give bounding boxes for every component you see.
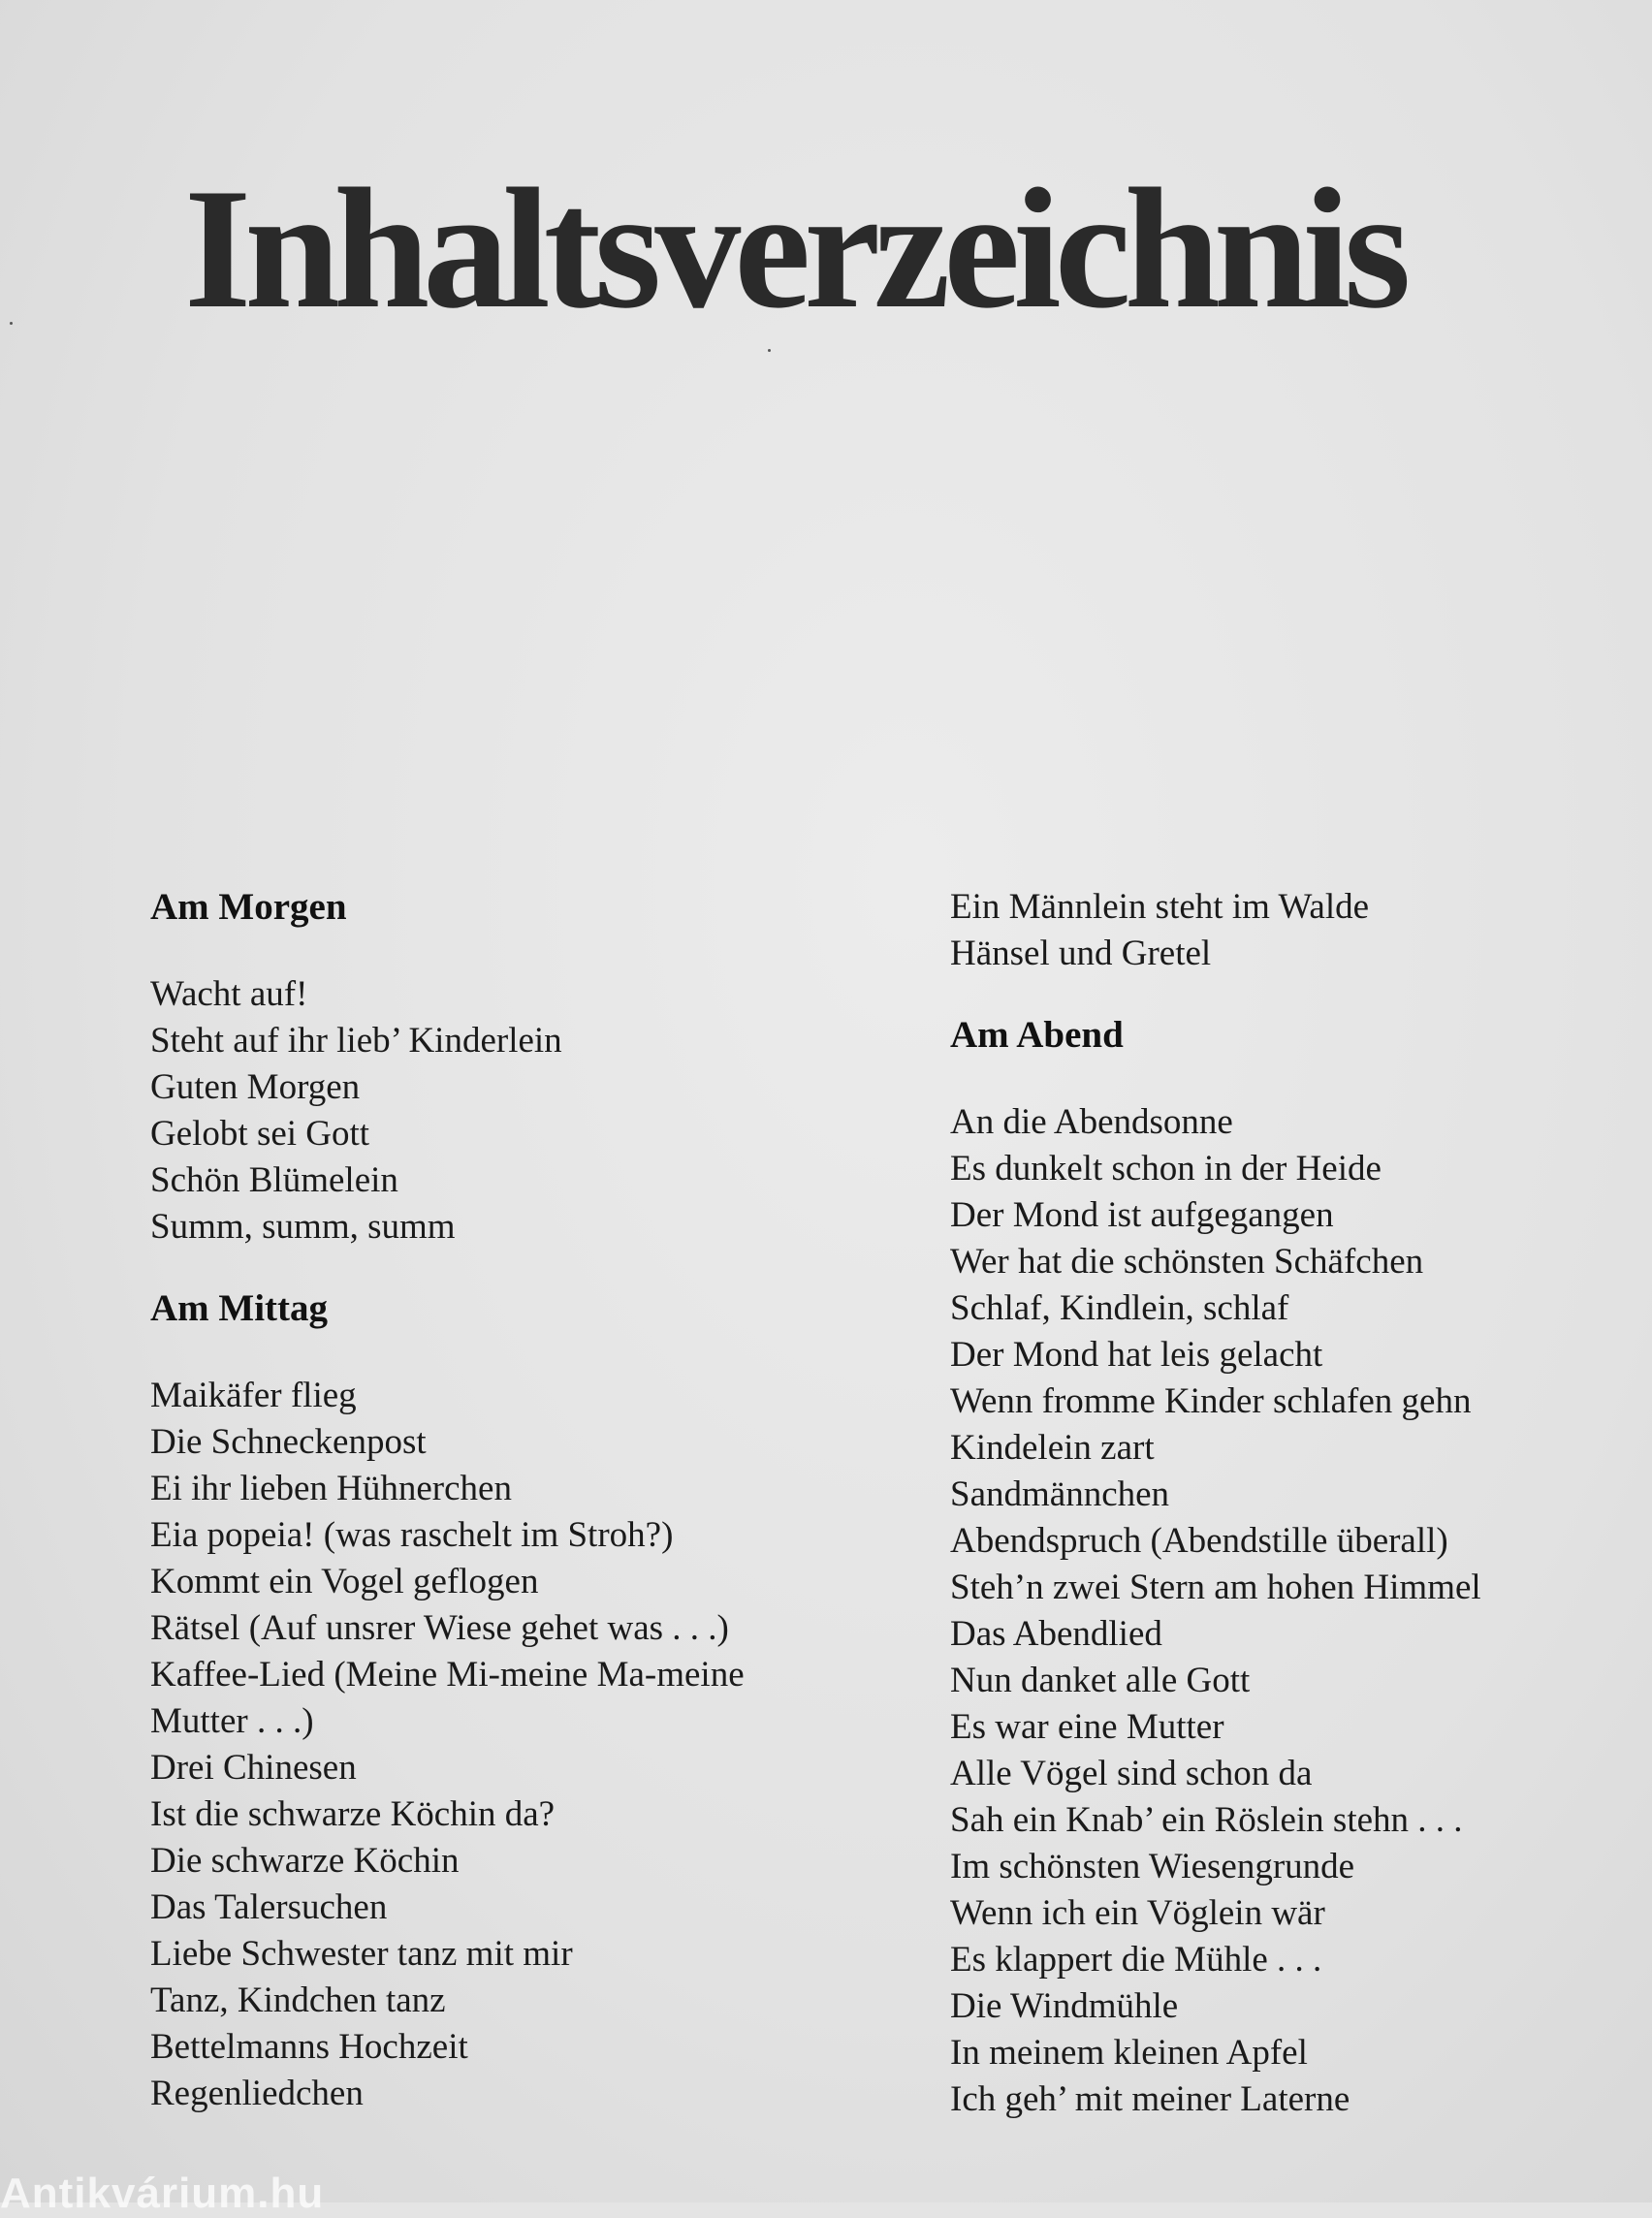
toc-entry: Wer hat die schönsten Schäfchen: [950, 1242, 1424, 1282]
toc-entry: Ist die schwarze Köchin da?: [150, 1794, 556, 1834]
toc-entry: Kaffee-Lied (Meine Mi-meine Ma-meine: [150, 1655, 745, 1695]
toc-entry: Es dunkelt schon in der Heide: [950, 1149, 1382, 1188]
toc-entry: Abendspruch (Abendstille überall): [950, 1521, 1448, 1561]
entry-list: [150, 971, 887, 1251]
toc-entry: Kommt ein Vogel geflogen: [150, 1562, 539, 1601]
toc-entry: Steh’n zwei Stern am hohen Himmel: [950, 1568, 1481, 1607]
toc-entry: Kindelein zart: [950, 1428, 1155, 1468]
toc-entry: Rätsel (Auf unsrer Wiese gehet was . . .): [150, 1608, 729, 1648]
page-title: Inhaltsverzeichnis: [184, 152, 1405, 345]
toc-entry: Sah ein Knab’ ein Röslein stehn . . .: [950, 1800, 1463, 1840]
section-heading: Am Morgen: [150, 886, 347, 928]
toc-entry: An die Abendsonne: [950, 1102, 1233, 1142]
toc-entry: Maikäfer flieg: [150, 1376, 357, 1415]
toc-entry: Ich geh’ mit meiner Laterne: [950, 2079, 1350, 2119]
toc-entry: Regenliedchen: [150, 2074, 364, 2113]
toc-left-column: [150, 884, 887, 2152]
continued-entry-list: [950, 884, 1629, 977]
toc-section-am-morgen: [150, 884, 887, 1251]
toc-right-column: [950, 884, 1629, 2158]
toc-entry: Gelobt sei Gott: [150, 1114, 370, 1154]
toc-entry: Wenn fromme Kinder schlafen gehn: [950, 1381, 1472, 1421]
toc-entry: Drei Chinesen: [150, 1748, 357, 1788]
toc-entry: Steht auf ihr lieb’ Kinderlein: [150, 1021, 562, 1061]
watermark-text: Antikvárium.hu: [0, 2170, 325, 2217]
toc-entry: Das Talersuchen: [150, 1887, 388, 1927]
paper-speck: [768, 349, 771, 352]
toc-entry: Schlaf, Kindlein, schlaf: [950, 1288, 1289, 1328]
toc-entry: Wacht auf!: [150, 974, 308, 1014]
toc-entry: Summ, summ, summ: [150, 1207, 456, 1247]
toc-entry: Alle Vögel sind schon da: [950, 1754, 1313, 1793]
toc-entry: Hänsel und Gretel: [950, 934, 1212, 973]
toc-entry: Mutter . . .): [150, 1701, 314, 1741]
toc-entry: Im schönsten Wiesengrunde: [950, 1847, 1355, 1886]
toc-entry: Nun danket alle Gott: [950, 1661, 1251, 1700]
toc-entry: Eia popeia! (was raschelt im Stroh?): [150, 1515, 674, 1555]
toc-entry: Sandmännchen: [950, 1474, 1170, 1514]
section-heading: Am Abend: [950, 1014, 1124, 1056]
section-heading: Am Mittag: [150, 1287, 329, 1329]
toc-entry: Bettelmanns Hochzeit: [150, 2027, 468, 2067]
toc-entry: Guten Morgen: [150, 1067, 361, 1107]
toc-entry: Liebe Schwester tanz mit mir: [150, 1934, 573, 1974]
paper-speck: [10, 322, 13, 325]
toc-section-am-abend: [950, 1012, 1629, 2123]
toc-entry: Ei ihr lieben Hühnerchen: [150, 1469, 512, 1508]
toc-entry: Tanz, Kindchen tanz: [150, 1980, 446, 2020]
toc-entry: In meinem kleinen Apfel: [950, 2033, 1308, 2073]
toc-entry: Der Mond ist aufgegangen: [950, 1195, 1334, 1235]
toc-entry: Ein Männlein steht im Walde: [950, 887, 1370, 927]
toc-entry: Der Mond hat leis gelacht: [950, 1335, 1323, 1375]
toc-entry: Es klappert die Mühle . . .: [950, 1940, 1322, 1980]
toc-entry: Die Schneckenpost: [150, 1422, 427, 1462]
toc-entry: Es war eine Mutter: [950, 1707, 1224, 1747]
toc-entry: Das Abendlied: [950, 1614, 1162, 1654]
toc-entry: Wenn ich ein Vöglein wär: [950, 1893, 1325, 1933]
toc-entry: Schön Blümelein: [150, 1160, 398, 1200]
toc-entry: Die Windmühle: [950, 1986, 1179, 2026]
toc-entry: Die schwarze Köchin: [150, 1841, 460, 1881]
toc-section-am-mittag: [150, 1285, 887, 2117]
entry-list: [950, 1099, 1629, 2123]
entry-list: [150, 1373, 887, 2117]
